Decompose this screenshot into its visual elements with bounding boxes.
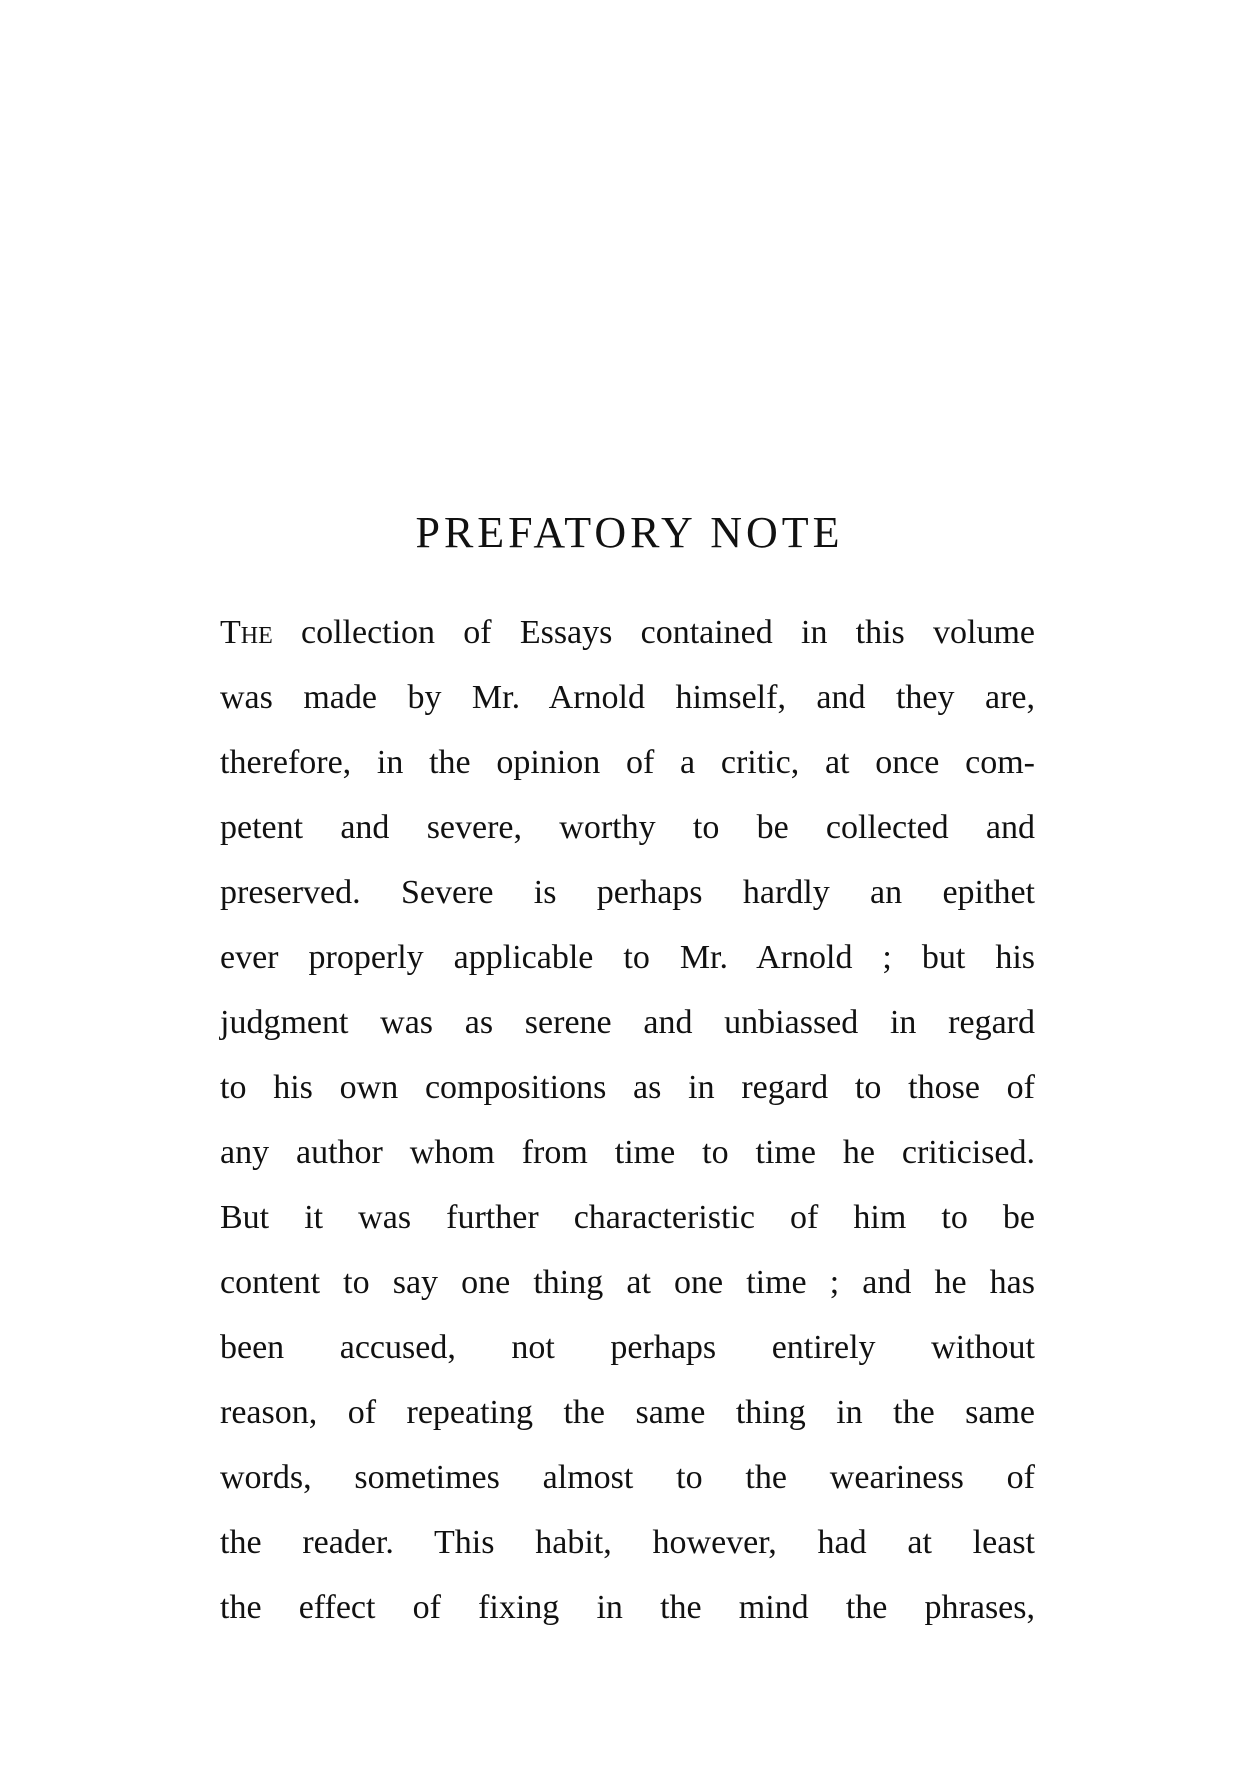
text-line: But it was further characteristic of him to be xyxy=(220,1199,1035,1236)
text-line: the effect of fixing in the mind the phrases, xyxy=(220,1589,1035,1626)
text-line: any author whom from time to time he criticised. xyxy=(220,1134,1035,1171)
text-line: been accused, not perhaps entirely without xyxy=(220,1329,1035,1366)
text-line-content: collection of Essays contained in this volume xyxy=(272,614,1035,651)
text-line: content to say one thing at one time ; and he has xyxy=(220,1264,1035,1301)
page-title: PREFATORY NOTE xyxy=(415,508,844,557)
lead-in-word: The xyxy=(220,614,273,651)
text-line: preserved. Severe is perhaps hardly an epithet xyxy=(220,874,1035,911)
text-line: reason, of repeating the same thing in the same xyxy=(220,1394,1035,1431)
text-line: to his own compositions as in regard to those of xyxy=(220,1069,1035,1106)
text-line: petent and severe, worthy to be collected and xyxy=(220,809,1035,846)
text-line: judgment was as serene and unbiassed in regard xyxy=(220,1004,1035,1041)
prefatory-note-body xyxy=(220,600,1035,1640)
text-line: ever properly applicable to Mr. Arnold ; but his xyxy=(220,939,1035,976)
text-line xyxy=(220,600,1035,665)
text-line: was made by Mr. Arnold himself, and they are, xyxy=(220,679,1035,716)
text-line: words, sometimes almost to the weariness of xyxy=(220,1459,1035,1496)
text-line: the reader. This habit, however, had at least xyxy=(220,1524,1035,1561)
text-line: therefore, in the opinion of a critic, at once com- xyxy=(220,744,1035,781)
